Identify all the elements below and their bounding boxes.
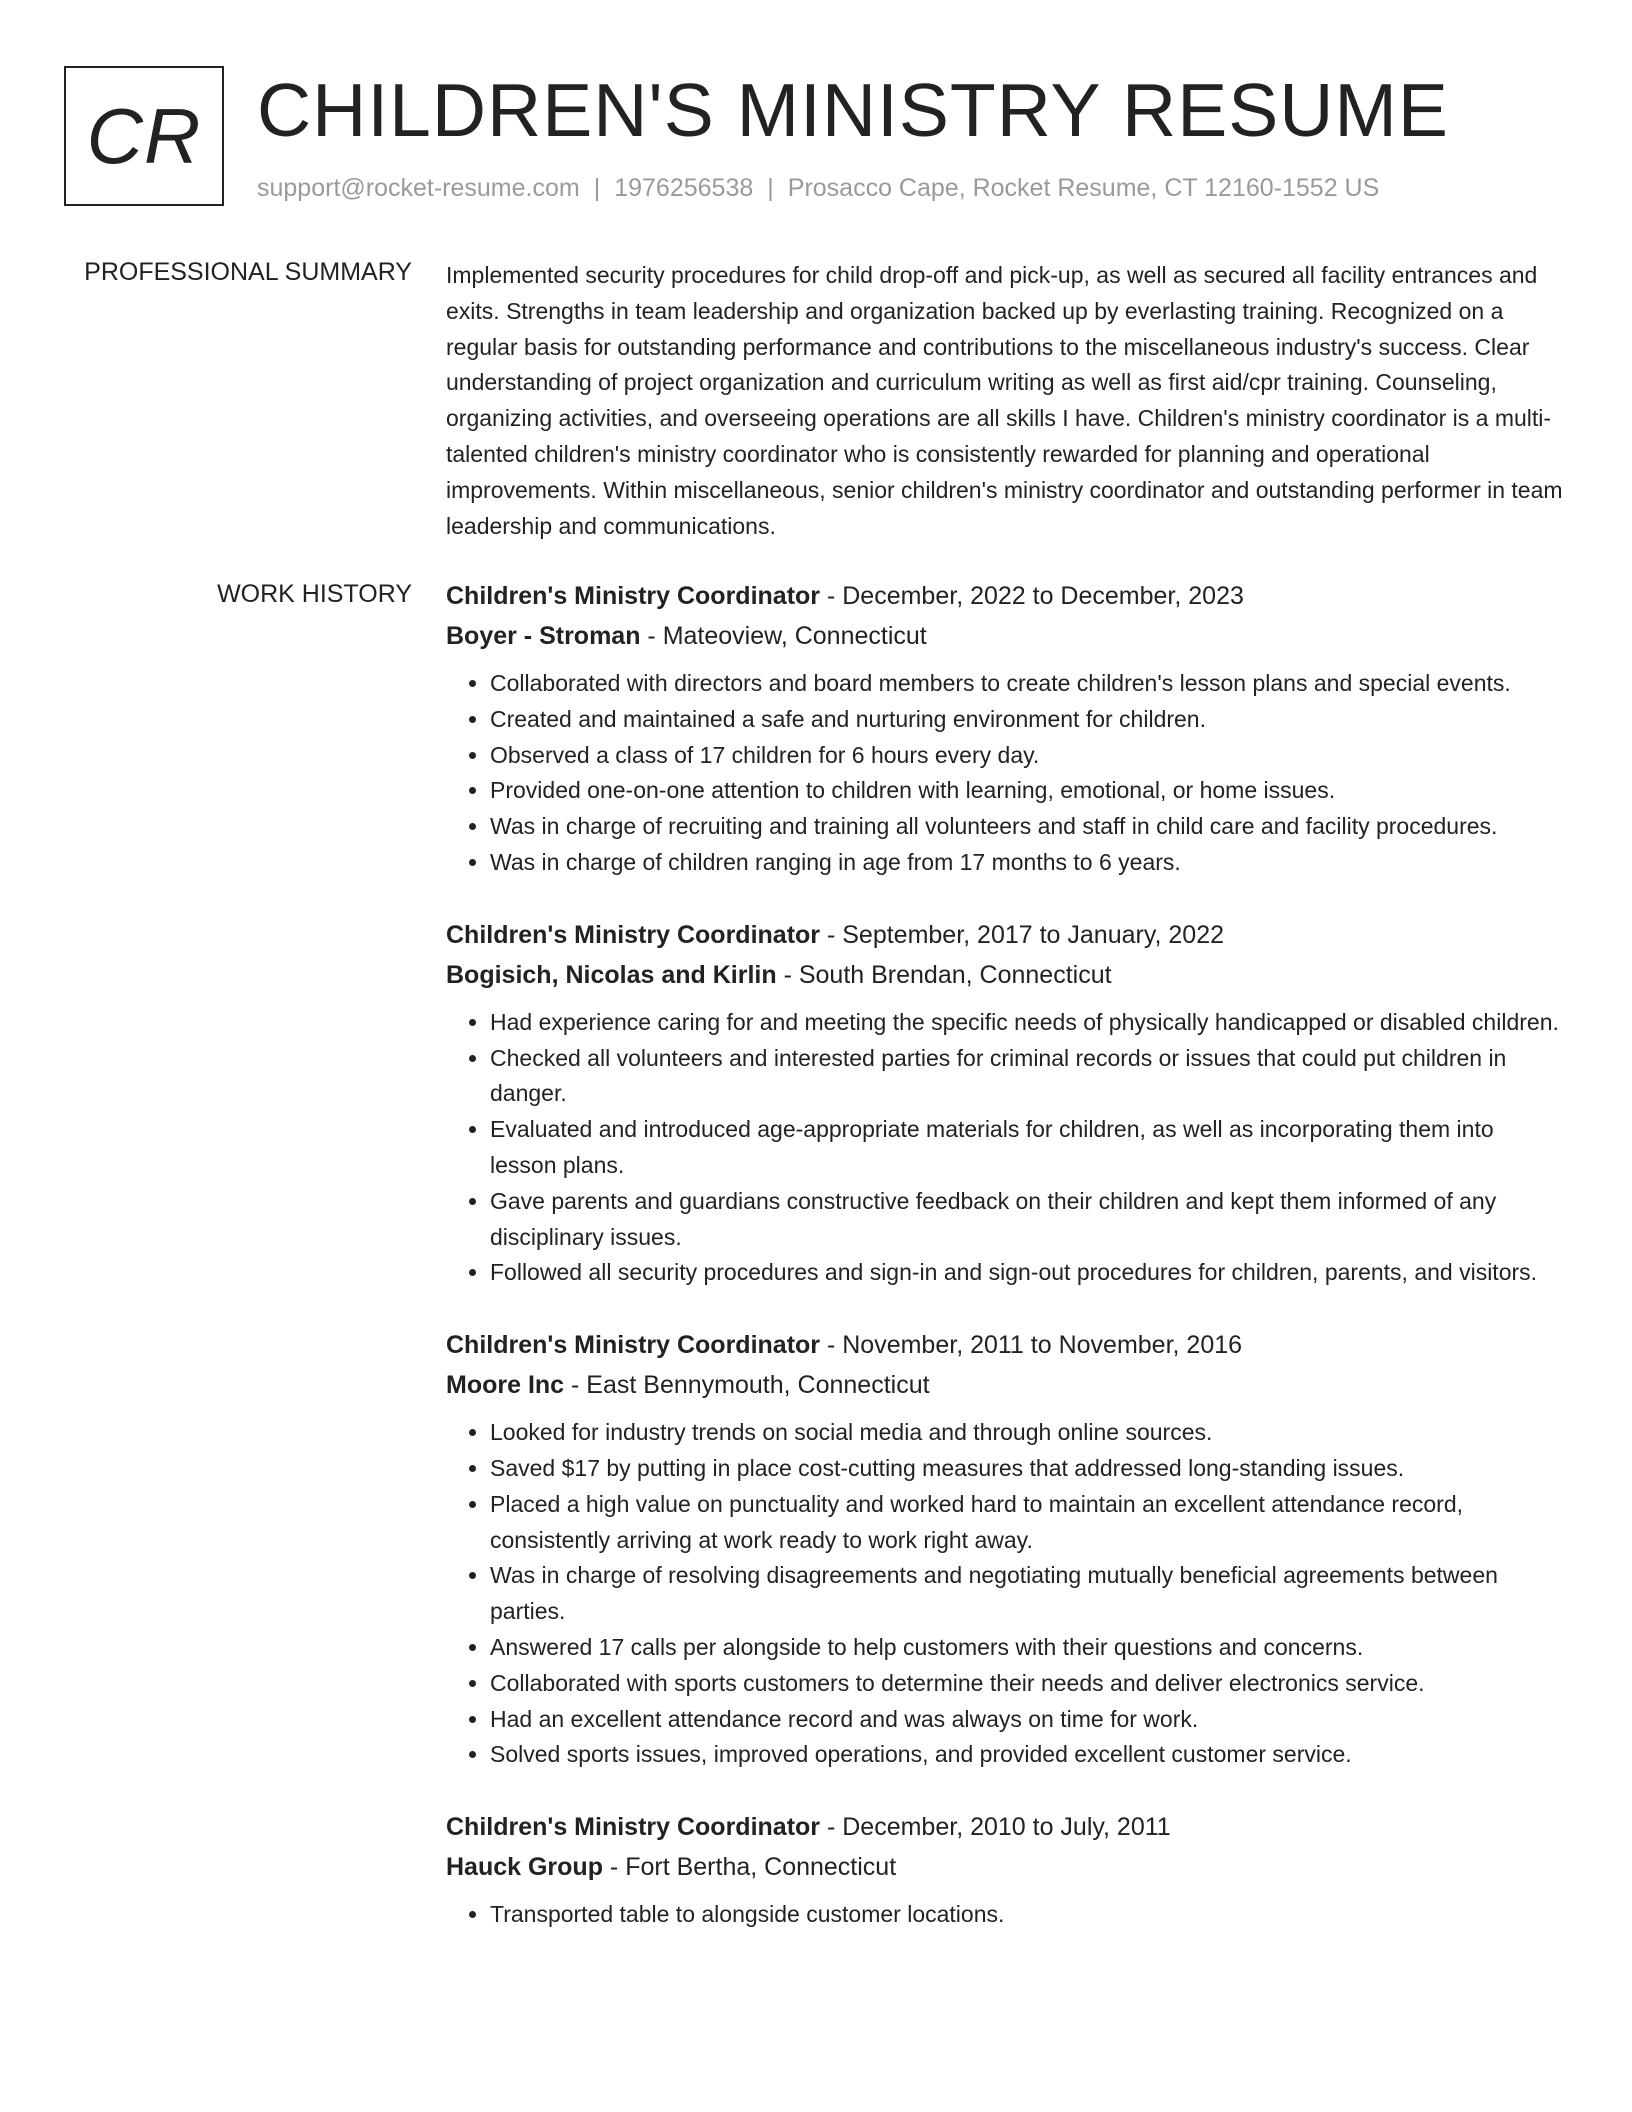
job-bullet: • Was in charge of recruiting and training all volunteers and staff in child care and facility procedures. (490, 809, 1566, 845)
job-title: Children's Ministry Coordinator (446, 920, 821, 949)
job-bullet: • Transported table to alongside customer locations. (490, 1897, 1566, 1933)
contact-address: Prosacco Cape, Rocket Resume, CT 12160-1552 US (787, 174, 1380, 202)
job-company: Boyer - Stroman (446, 622, 641, 650)
job-dates: - December, 2010 to July, 2011 (820, 1813, 1171, 1842)
monogram-logo: CR (64, 66, 224, 206)
job-location: - Mateoview, Connecticut (640, 622, 927, 650)
job-entry (446, 1807, 1566, 1933)
job-bullet: • Answered 17 calls per alongside to help customers with their questions and concerns. (490, 1630, 1566, 1666)
job-entry (446, 1325, 1566, 1773)
job-title: Children's Ministry Coordinator (446, 1331, 821, 1360)
job-title: Children's Ministry Coordinator (446, 1813, 821, 1842)
job-company-line (446, 616, 1566, 656)
job-bullet: • Gave parents and guardians constructive feedback on their children and kept them informed of any disciplinary issues. (490, 1184, 1566, 1256)
job-location: - East Bennymouth, Connecticut (564, 1371, 930, 1400)
job-bullet: • Followed all security procedures and sign-in and sign-out procedures for children, parents, and visitors. (490, 1255, 1566, 1291)
job-bullet: • Had experience caring for and meeting the specific needs of physically handicapped or disabled children. (490, 1005, 1566, 1041)
work-history-label: WORK HISTORY (217, 580, 412, 608)
job-title-line (446, 915, 1566, 955)
job-bullet: • Evaluated and introduced age-appropriate materials for children, as well as incorporating them into lesson plans. (490, 1112, 1566, 1184)
job-bullet: • Saved $17 by putting in place cost-cutting measures that addressed long-standing issues. (490, 1451, 1566, 1487)
job-bullet: • Had an excellent attendance record and was always on time for work. (490, 1702, 1566, 1738)
job-entry (446, 915, 1566, 1291)
contact-line (257, 174, 1379, 203)
job-bullet: • Created and maintained a safe and nurturing environment for children. (490, 702, 1566, 738)
job-dates: - September, 2017 to January, 2022 (820, 920, 1224, 949)
job-bullet: • Collaborated with directors and board members to create children's lesson plans and special events. (490, 666, 1566, 702)
job-bullets (446, 1005, 1566, 1291)
job-entry (446, 576, 1566, 881)
job-location: - South Brendan, Connecticut (776, 960, 1112, 989)
contact-email: support@rocket-resume.com (257, 174, 580, 202)
contact-phone: 1976256538 (614, 174, 754, 202)
job-location: - Fort Bertha, Connecticut (602, 1853, 897, 1882)
job-bullet: • Checked all volunteers and interested parties for criminal records or issues that could put children in danger. (490, 1041, 1566, 1113)
job-company-line (446, 1365, 1566, 1405)
job-bullet: • Was in charge of children ranging in age from 17 months to 6 years. (490, 845, 1566, 881)
job-company-line (446, 1847, 1566, 1887)
job-bullet: • Looked for industry trends on social media and through online sources. (490, 1415, 1566, 1451)
job-bullet: • Collaborated with sports customers to determine their needs and deliver electronics service. (490, 1666, 1566, 1702)
job-company: Hauck Group (446, 1853, 603, 1882)
contact-separator: | (767, 174, 774, 202)
job-company: Bogisich, Nicolas and Kirlin (446, 960, 777, 989)
resume-title: CHILDREN'S MINISTRY RESUME (257, 68, 1449, 152)
job-bullet: • Provided one-on-one attention to children with learning, emotional, or home issues. (490, 773, 1566, 809)
summary-text: Implemented security procedures for child drop-off and pick-up, as well as secured all facility entrances and exits. Strengths in team leadership and organization backed up by everlasting training. Recognized on a regular basis for outstanding performance and contributions to the miscellaneous industry's success. Clear understanding of project organization and curriculum writing as well as first aid/cpr training. Counseling, organizing activities, and overseeing operations are all skills I have. Children's ministry coordinator is a multi-talented children's ministry coordinator who is consistently rewarded for planning and operational improvements. Within miscellaneous, senior children's ministry coordinator and outstanding performer in team leadership and communications. (446, 262, 1563, 539)
summary-content (446, 258, 1566, 544)
job-bullet: • Solved sports issues, improved operations, and provided excellent customer service. (490, 1737, 1566, 1773)
work-history-content (446, 576, 1566, 1967)
job-company-line (446, 955, 1566, 995)
job-bullet: • Was in charge of resolving disagreements and negotiating mutually beneficial agreements between parties. (490, 1558, 1566, 1630)
job-dates: - November, 2011 to November, 2016 (820, 1331, 1243, 1360)
job-bullets (446, 1415, 1566, 1773)
job-title: Children's Ministry Coordinator (446, 582, 821, 610)
job-bullets (446, 666, 1566, 881)
summary-label: PROFESSIONAL SUMMARY (84, 258, 412, 286)
job-title-line (446, 1807, 1566, 1847)
job-dates: - December, 2022 to December, 2023 (820, 582, 1244, 610)
job-bullet: • Placed a high value on punctuality and worked hard to maintain an excellent attendance record, consistently arriving at work ready to work right away. (490, 1487, 1566, 1559)
job-company: Moore Inc (446, 1371, 565, 1400)
contact-separator: | (593, 174, 601, 202)
resume-header (64, 66, 1564, 216)
job-title-line (446, 1325, 1566, 1365)
job-title-line (446, 576, 1566, 616)
job-bullet: • Observed a class of 17 children for 6 hours every day. (490, 738, 1566, 774)
job-bullets (446, 1897, 1566, 1933)
